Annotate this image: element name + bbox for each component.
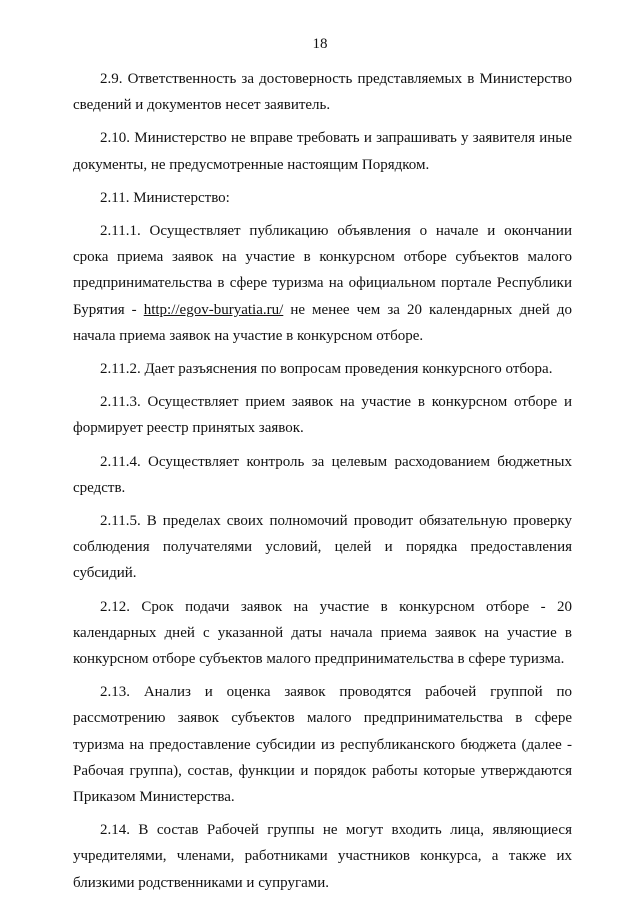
- paragraph-2-11-4: 2.11.4. Осуществляет контроль за целевым расходованием бюджетных средств.: [73, 453, 572, 496]
- paragraph-2-11-2: 2.11.2. Дает разъяснения по вопросам проведения конкурсного отбора.: [100, 361, 553, 378]
- paragraph-2-14: 2.14. В состав Рабочей группы не могут входить лица, являющиеся учредителями, членами, работниками участников конкурса, а также их близкими родственниками и супругами.: [73, 822, 572, 891]
- paragraph-2-12: 2.12. Срок подачи заявок на участие в конкурсном отборе - 20 календарных дней с указанной даты начала приема заявок на участие в конкурсном отборе субъектов малого предпринимательства в сфере туризма.: [73, 598, 572, 668]
- paragraph-2-11-1-text-before: 2.11.1. Осуществляет публикацию объявления о начале и окончании срока приема заявок на участие в конкурсном отборе субъектов малого предпринимательства в сфере туризма на официальном портале Республики Бурятия -: [73, 223, 572, 318]
- paragraph-2-11-3: 2.11.3. Осуществляет прием заявок на участие в конкурсном отборе и формирует реестр принятых заявок.: [73, 394, 572, 437]
- document-body: [73, 66, 572, 903]
- paragraph-2-11-5: 2.11.5. В пределах своих полномочий проводит обязательную проверку соблюдения получателями условий, целей и порядка предоставления субсидий.: [73, 513, 572, 582]
- paragraph-2-11-1-text-after: не менее чем за 20 календарных дней до начала приема заявок на участие в конкурсном отборе.: [73, 301, 572, 344]
- paragraph-2-11-1: [73, 218, 572, 349]
- paragraph-2-13: 2.13. Анализ и оценка заявок проводятся рабочей группой по рассмотрению заявок субъектов малого предпринимательства в сфере туризма на предоставление субсидии из республиканского бюджета (далее - Рабочая группа), состав, функции и порядок работы которые утверждаются Приказом Министерства.: [73, 684, 572, 806]
- page-number: 18: [312, 36, 328, 52]
- paragraph-2-9: 2.9. Ответственность за достоверность представляемых в Министерство сведений и документов несет заявитель.: [73, 71, 572, 114]
- egov-buryatia-link[interactable]: http://egov-buryatia.ru/: [143, 301, 284, 318]
- paragraph-2-10: 2.10. Министерство не вправе требовать и запрашивать у заявителя иные документы, не предусмотренные настоящим Порядком.: [73, 130, 572, 173]
- paragraph-2-11: 2.11. Министерство:: [100, 189, 230, 206]
